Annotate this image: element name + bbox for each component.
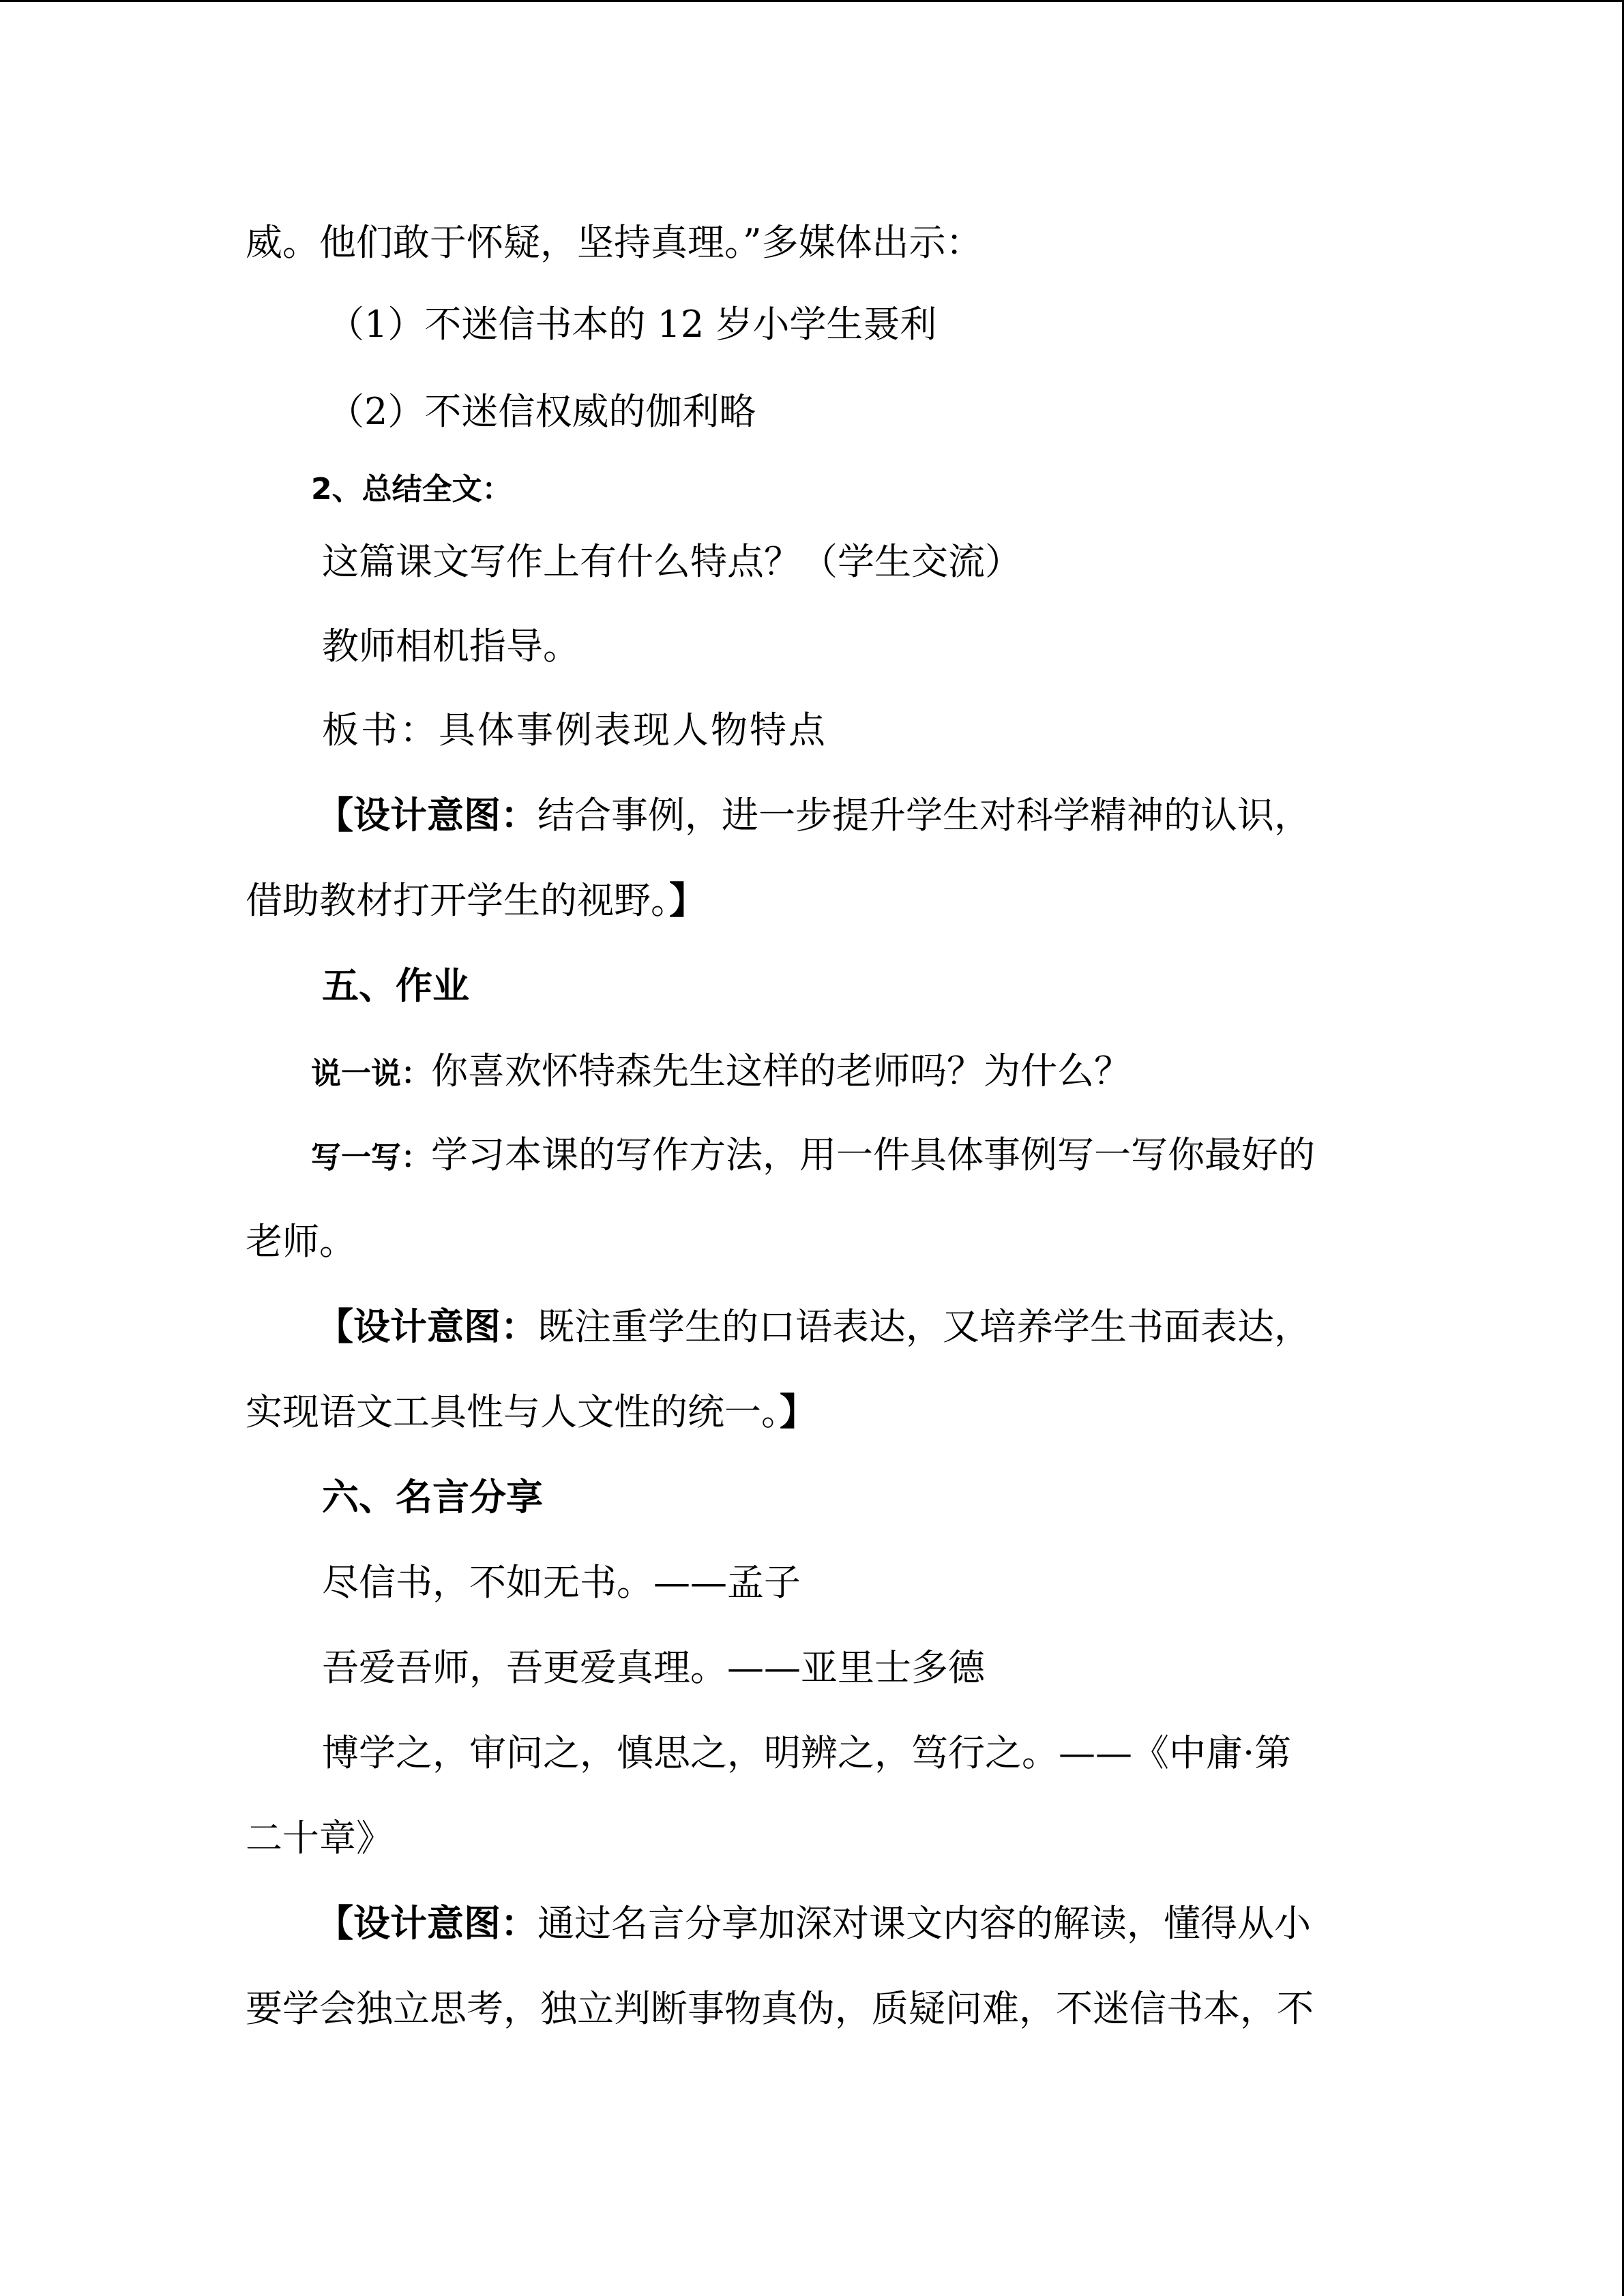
design-intent-line [316, 792, 1311, 839]
design-intent-text: 通过名言分享加深对课文内容的解读，懂得从小 [537, 1902, 1311, 1945]
list-item: （1）不迷信书本的 12 岁小学生聂利 [327, 303, 937, 346]
homework-line [311, 1131, 1315, 1182]
homework-text: 你喜欢怀特森先生这样的老师吗？为什么？ [431, 1049, 1131, 1092]
design-intent-text: 实现语文工具性与人文性的统一。 [246, 1390, 780, 1433]
homework-line [311, 1047, 1131, 1098]
quote-line: 二十章》 [246, 1817, 393, 1860]
design-intent-label: 【设计意图： [316, 1305, 537, 1348]
homework-label: 说一说： [311, 1056, 431, 1091]
design-intent-text: 既注重学生的口语表达，又培养学生书面表达， [537, 1305, 1311, 1348]
paragraph-line: 这篇课文写作上有什么特点？（学生交流） [322, 540, 1022, 583]
list-item: （2）不迷信权威的伽利略 [327, 390, 756, 433]
design-intent-line [246, 877, 706, 925]
paragraph-line: 威。他们敢于怀疑，坚持真理。”多媒体出示： [246, 221, 983, 264]
section-heading: 五、作业 [322, 964, 469, 1007]
design-intent-label: 【设计意图： [316, 1902, 537, 1945]
section-subheading: 2、总结全文： [311, 472, 512, 507]
quote-line: 吾爱吾师，吾更爱真理。——亚里士多德 [322, 1646, 985, 1689]
section-heading: 六、名言分享 [322, 1476, 543, 1519]
design-intent-text: 结合事例，进一步提升学生对科学精神的认识， [537, 794, 1311, 837]
design-intent-close-bracket: 】 [780, 1390, 816, 1433]
paragraph-line: 要学会独立思考，独立判断事物真伪，质疑问难，不迷信书本，不 [246, 1987, 1314, 2030]
design-intent-line [316, 1303, 1311, 1351]
design-intent-line [246, 1388, 816, 1436]
quote-line: 博学之，审问之，慎思之，明辨之，笃行之。——《中庸·第 [322, 1731, 1292, 1774]
design-intent-line [316, 1900, 1311, 1948]
paragraph-line: 教师相机指导。 [322, 625, 580, 668]
design-intent-close-bracket: 】 [669, 879, 706, 922]
homework-label: 写一写： [311, 1140, 431, 1175]
board-writing-line: 板书：具体事例表现人物特点 [322, 709, 827, 751]
quote-line: 尽信书，不如无书。——孟子 [322, 1561, 801, 1604]
design-intent-text: 借助教材打开学生的视野。 [246, 879, 669, 922]
design-intent-label: 【设计意图： [316, 794, 537, 837]
paragraph-line: 老师。 [246, 1220, 356, 1263]
homework-text: 学习本课的写作方法，用一件具体事例写一写你最好的 [431, 1133, 1315, 1176]
